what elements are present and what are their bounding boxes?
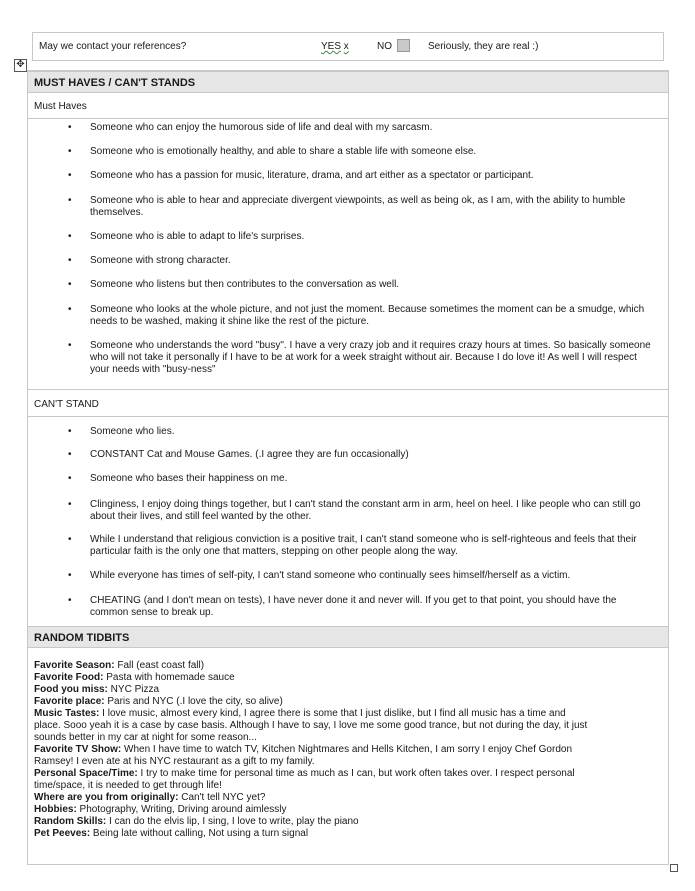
list-item: • CONSTANT Cat and Mouse Games. (.I agree they are fun occasionally)	[90, 449, 655, 461]
list-item: • Someone who can enjoy the humorous side of life and deal with my sarcasm.	[90, 122, 655, 134]
references-note: Seriously, they are real :)	[428, 41, 539, 52]
tidbit-line: Personal Space/Time: I try to make time for personal time as much as I can, but work often takes over. I respect personal	[34, 768, 575, 779]
yes-label: YES	[321, 41, 342, 52]
list-item: • Someone who is able to hear and appreciate divergent viewpoints, as well as being ok, as I am, with the ability to humble themselves.	[90, 195, 655, 219]
tidbit-line: place. Sooo yeah it is a case by case basis. Although I have to say, I love me some good trance, but not during the day, it just	[34, 720, 588, 731]
list-item: • Someone who is emotionally healthy, and able to share a stable life with someone else.	[90, 146, 655, 158]
profile-table	[27, 70, 669, 865]
section-header-must-haves	[28, 71, 668, 93]
yes-option[interactable]	[321, 41, 349, 52]
list-item: • Someone who understands the word "busy". I have a very crazy job and it requires crazy hours at times. So basically someone who will not take it personally if I have to be at work for a week straight without air. Because I do love it! As well I will respect your needs with "busy-ness"	[90, 340, 655, 376]
references-question: May we contact your references?	[39, 41, 187, 52]
list-item: • Someone who has a passion for music, literature, drama, and art either as a spectator or participant.	[90, 170, 655, 182]
subsection-must-haves	[28, 92, 668, 119]
no-label: NO	[377, 41, 392, 52]
references-row	[32, 32, 664, 61]
list-item: • Someone with strong character.	[90, 255, 655, 267]
tidbit-line: time/space, it is needed to get through life!	[34, 780, 222, 791]
tidbit-line: Favorite place: Paris and NYC (.I love the city, so alive)	[34, 696, 283, 707]
list-item: • Someone who looks at the whole picture, and not just the moment. Because sometimes the moment can be a smudge, which needs to be washed, making it shine like the rest of the picture.	[90, 304, 655, 328]
list-item: • Someone who lies.	[90, 426, 655, 438]
table-resize-handle-icon[interactable]	[670, 864, 678, 872]
tidbit-line: Random Skills: I can do the elvis lip, I sing, I love to write, play the piano	[34, 816, 359, 827]
tidbit-line: Hobbies: Photography, Writing, Driving around aimlessly	[34, 804, 287, 815]
list-item: • While I understand that religious conviction is a positive trait, I can't stand someone who is self-righteous and feels that their particular faith is the only one that matters, stepping on other people along the way.	[90, 534, 655, 558]
list-item: • Someone who bases their happiness on me.	[90, 473, 655, 485]
tidbit-line: Favorite TV Show: When I have time to watch TV, Kitchen Nightmares and Hells Kitchen, I am sorry I enjoy Chef Gordon	[34, 744, 573, 755]
section-title: RANDOM TIDBITS	[34, 632, 130, 644]
list-item: • While everyone has times of self-pity, I can't stand someone who continually sees himself/herself as a victim.	[90, 570, 655, 582]
tidbit-line: Favorite Food: Pasta with homemade sauce	[34, 672, 235, 683]
tidbit-line: Ramsey! I even ate at his NYC restaurant as a gift to my family.	[34, 756, 315, 767]
tidbit-line: Where are you from originally: Can't tell NYC yet?	[34, 792, 266, 803]
list-item: • Someone who is able to adapt to life's surprises.	[90, 231, 655, 243]
list-item: • Someone who listens but then contributes to the conversation as well.	[90, 279, 655, 291]
list-item: • CHEATING (and I don't mean on tests), I have never done it and never will. If you get to that point, you should have the common sense to break up.	[90, 595, 655, 619]
tidbit-line: Pet Peeves: Being late without calling, Not using a turn signal	[34, 828, 309, 839]
no-checkbox[interactable]	[397, 39, 410, 52]
yes-mark: x	[343, 41, 349, 52]
tidbit-line: sounds better in my car at night for some reason...	[34, 732, 257, 743]
subsection-label: CAN'T STAND	[34, 399, 99, 410]
section-header-random-tidbits	[28, 626, 668, 648]
tidbit-line: Music Tastes: I love music, almost every kind, I agree there is some that I just dislike, but I find all music has a time and	[34, 708, 566, 719]
subsection-label: Must Haves	[34, 101, 87, 112]
section-title: MUST HAVES / CAN'T STANDS	[34, 77, 196, 89]
list-item: • Clinginess, I enjoy doing things together, but I can't stand the constant arm in arm, heel on heel. I like people who can still go about their lives, and still feel wanted by the other.	[90, 499, 655, 523]
tidbit-line: Favorite Season: Fall (east coast fall)	[34, 660, 205, 671]
subsection-cant-stand	[28, 389, 668, 417]
tidbits-list	[34, 660, 644, 840]
table-move-handle-icon[interactable]: ✥	[14, 59, 27, 72]
tidbit-line: Food you miss: NYC Pizza	[34, 684, 160, 695]
